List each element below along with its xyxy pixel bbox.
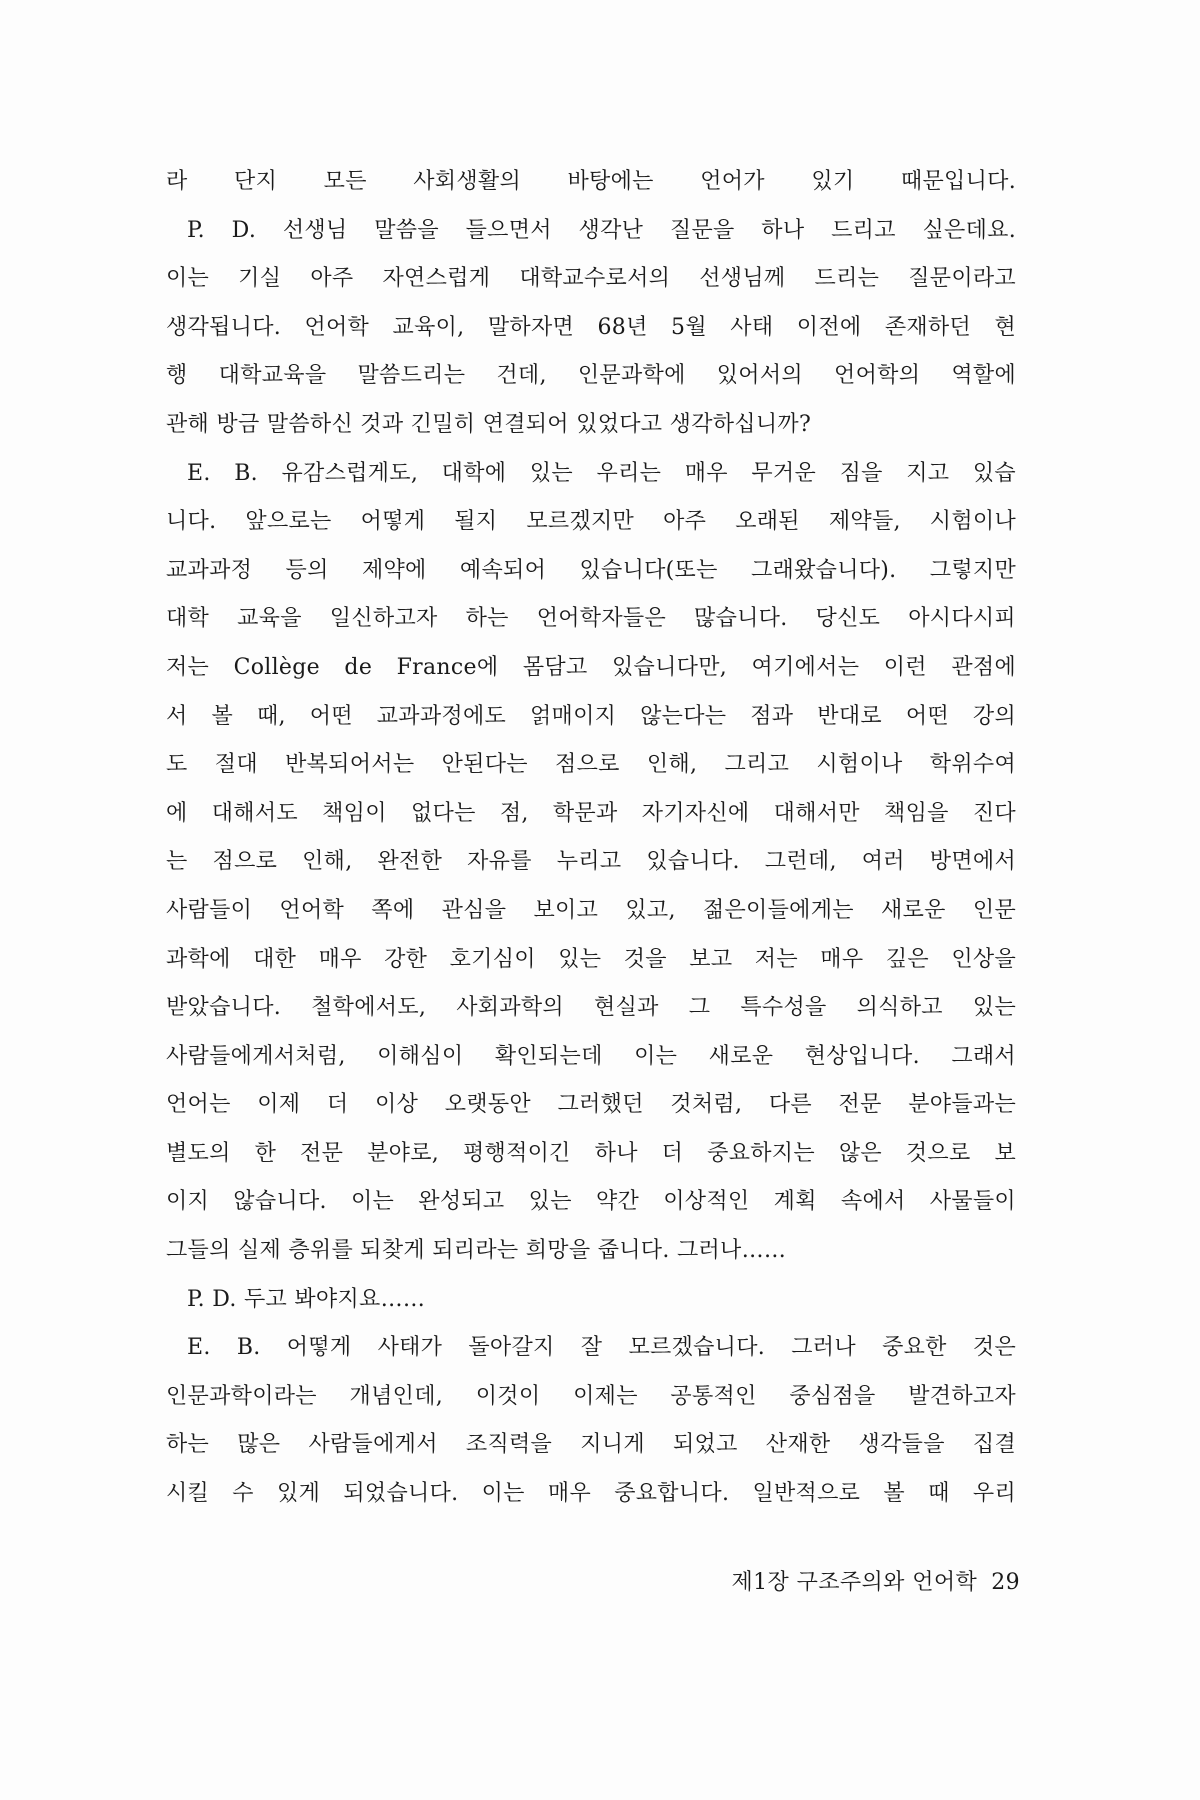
text-line: 하는 많은 사람들에게서 조직력을 지니게 되었고 산재한 생각들을 집결 bbox=[166, 1432, 1016, 1458]
text-line: 과학에 대한 매우 강한 호기심이 있는 것을 보고 저는 매우 깊은 인상을 bbox=[166, 946, 1016, 972]
text-line: 사람들이 언어학 쪽에 관심을 보이고 있고, 젊은이들에게는 새로운 인문 bbox=[166, 897, 1016, 923]
text-line: 도 절대 반복되어서는 안된다는 점으로 인해, 그리고 시험이나 학위수여 bbox=[166, 752, 1016, 778]
text-line: 에 대해서도 책임이 없다는 점, 학문과 자기자신에 대해서만 책임을 진다 bbox=[166, 800, 1016, 826]
text-line: 교과과정 등의 제약에 예속되어 있습니다(또는 그래왔습니다). 그렇지만 bbox=[166, 557, 1016, 583]
text-line: 관해 방금 말씀하신 것과 긴밀히 연결되어 있었다고 생각하십니까? bbox=[166, 411, 812, 437]
text-line: 언어는 이제 더 이상 오랫동안 그러했던 것처럼, 다른 전문 분야들과는 bbox=[166, 1092, 1016, 1118]
text-line: 이지 않습니다. 이는 완성되고 있는 약간 이상적인 계획 속에서 사물들이 bbox=[166, 1189, 1016, 1215]
text-line: P. D. 선생님 말씀을 들으면서 생각난 질문을 하나 드리고 싶은데요. bbox=[187, 217, 1016, 243]
text-line: 별도의 한 전문 분야로, 평행적이긴 하나 더 중요하지는 않은 것으로 보 bbox=[166, 1140, 1016, 1166]
text-line: 이는 기실 아주 자연스럽게 대학교수로서의 선생님께 드리는 질문이라고 bbox=[166, 266, 1016, 292]
text-line: 서 볼 때, 어떤 교과과정에도 얽매이지 않는다는 점과 반대로 어떤 강의 bbox=[166, 703, 1016, 729]
text-line: 저는 Collège de France에 몸담고 있습니다만, 여기에서는 이런 관점에 bbox=[166, 654, 1016, 680]
text-line: E. B. 어떻게 사태가 돌아갈지 잘 모르겠습니다. 그러나 중요한 것은 bbox=[187, 1335, 1016, 1361]
text-line: 사람들에게서처럼, 이해심이 확인되는데 이는 새로운 현상입니다. 그래서 bbox=[166, 1043, 1016, 1069]
text-line: 는 점으로 인해, 완전한 자유를 누리고 있습니다. 그런데, 여러 방면에서 bbox=[166, 849, 1016, 875]
chapter-title: 제1장 구조주의와 언어학 bbox=[731, 1570, 978, 1595]
page-footer bbox=[640, 1565, 1020, 1596]
text-line: 대학 교육을 일신하고자 하는 언어학자들은 많습니다. 당신도 아시다시피 bbox=[166, 606, 1016, 632]
text-line: 니다. 앞으로는 어떻게 될지 모르겠지만 아주 오래된 제약들, 시험이나 bbox=[166, 509, 1016, 535]
body-text bbox=[166, 158, 1016, 1519]
text-line: 라 단지 모든 사회생활의 바탕에는 언어가 있기 때문입니다. bbox=[166, 169, 1016, 194]
text-line: 행 대학교육을 말씀드리는 건데, 인문과학에 있어서의 언어학의 역할에 bbox=[166, 363, 1016, 389]
text-line: 그들의 실제 층위를 되찾게 되리라는 희망을 줍니다. 그러나…… bbox=[166, 1238, 787, 1264]
text-line: 받았습니다. 철학에서도, 사회과학의 현실과 그 특수성을 의식하고 있는 bbox=[166, 995, 1016, 1021]
text-line: P. D. 두고 봐야지요…… bbox=[187, 1286, 426, 1312]
text-line: 인문과학이라는 개념인데, 이것이 이제는 공통적인 중심점을 발견하고자 bbox=[166, 1383, 1016, 1409]
text-line: 시킬 수 있게 되었습니다. 이는 매우 중요합니다. 일반적으로 볼 때 우리 bbox=[166, 1481, 1016, 1507]
text-line: E. B. 유감스럽게도, 대학에 있는 우리는 매우 무거운 짐을 지고 있습 bbox=[187, 460, 1016, 486]
text-line: 생각됩니다. 언어학 교육이, 말하자면 68년 5월 사태 이전에 존재하던 현 bbox=[166, 314, 1016, 340]
page-number: 29 bbox=[991, 1570, 1020, 1595]
